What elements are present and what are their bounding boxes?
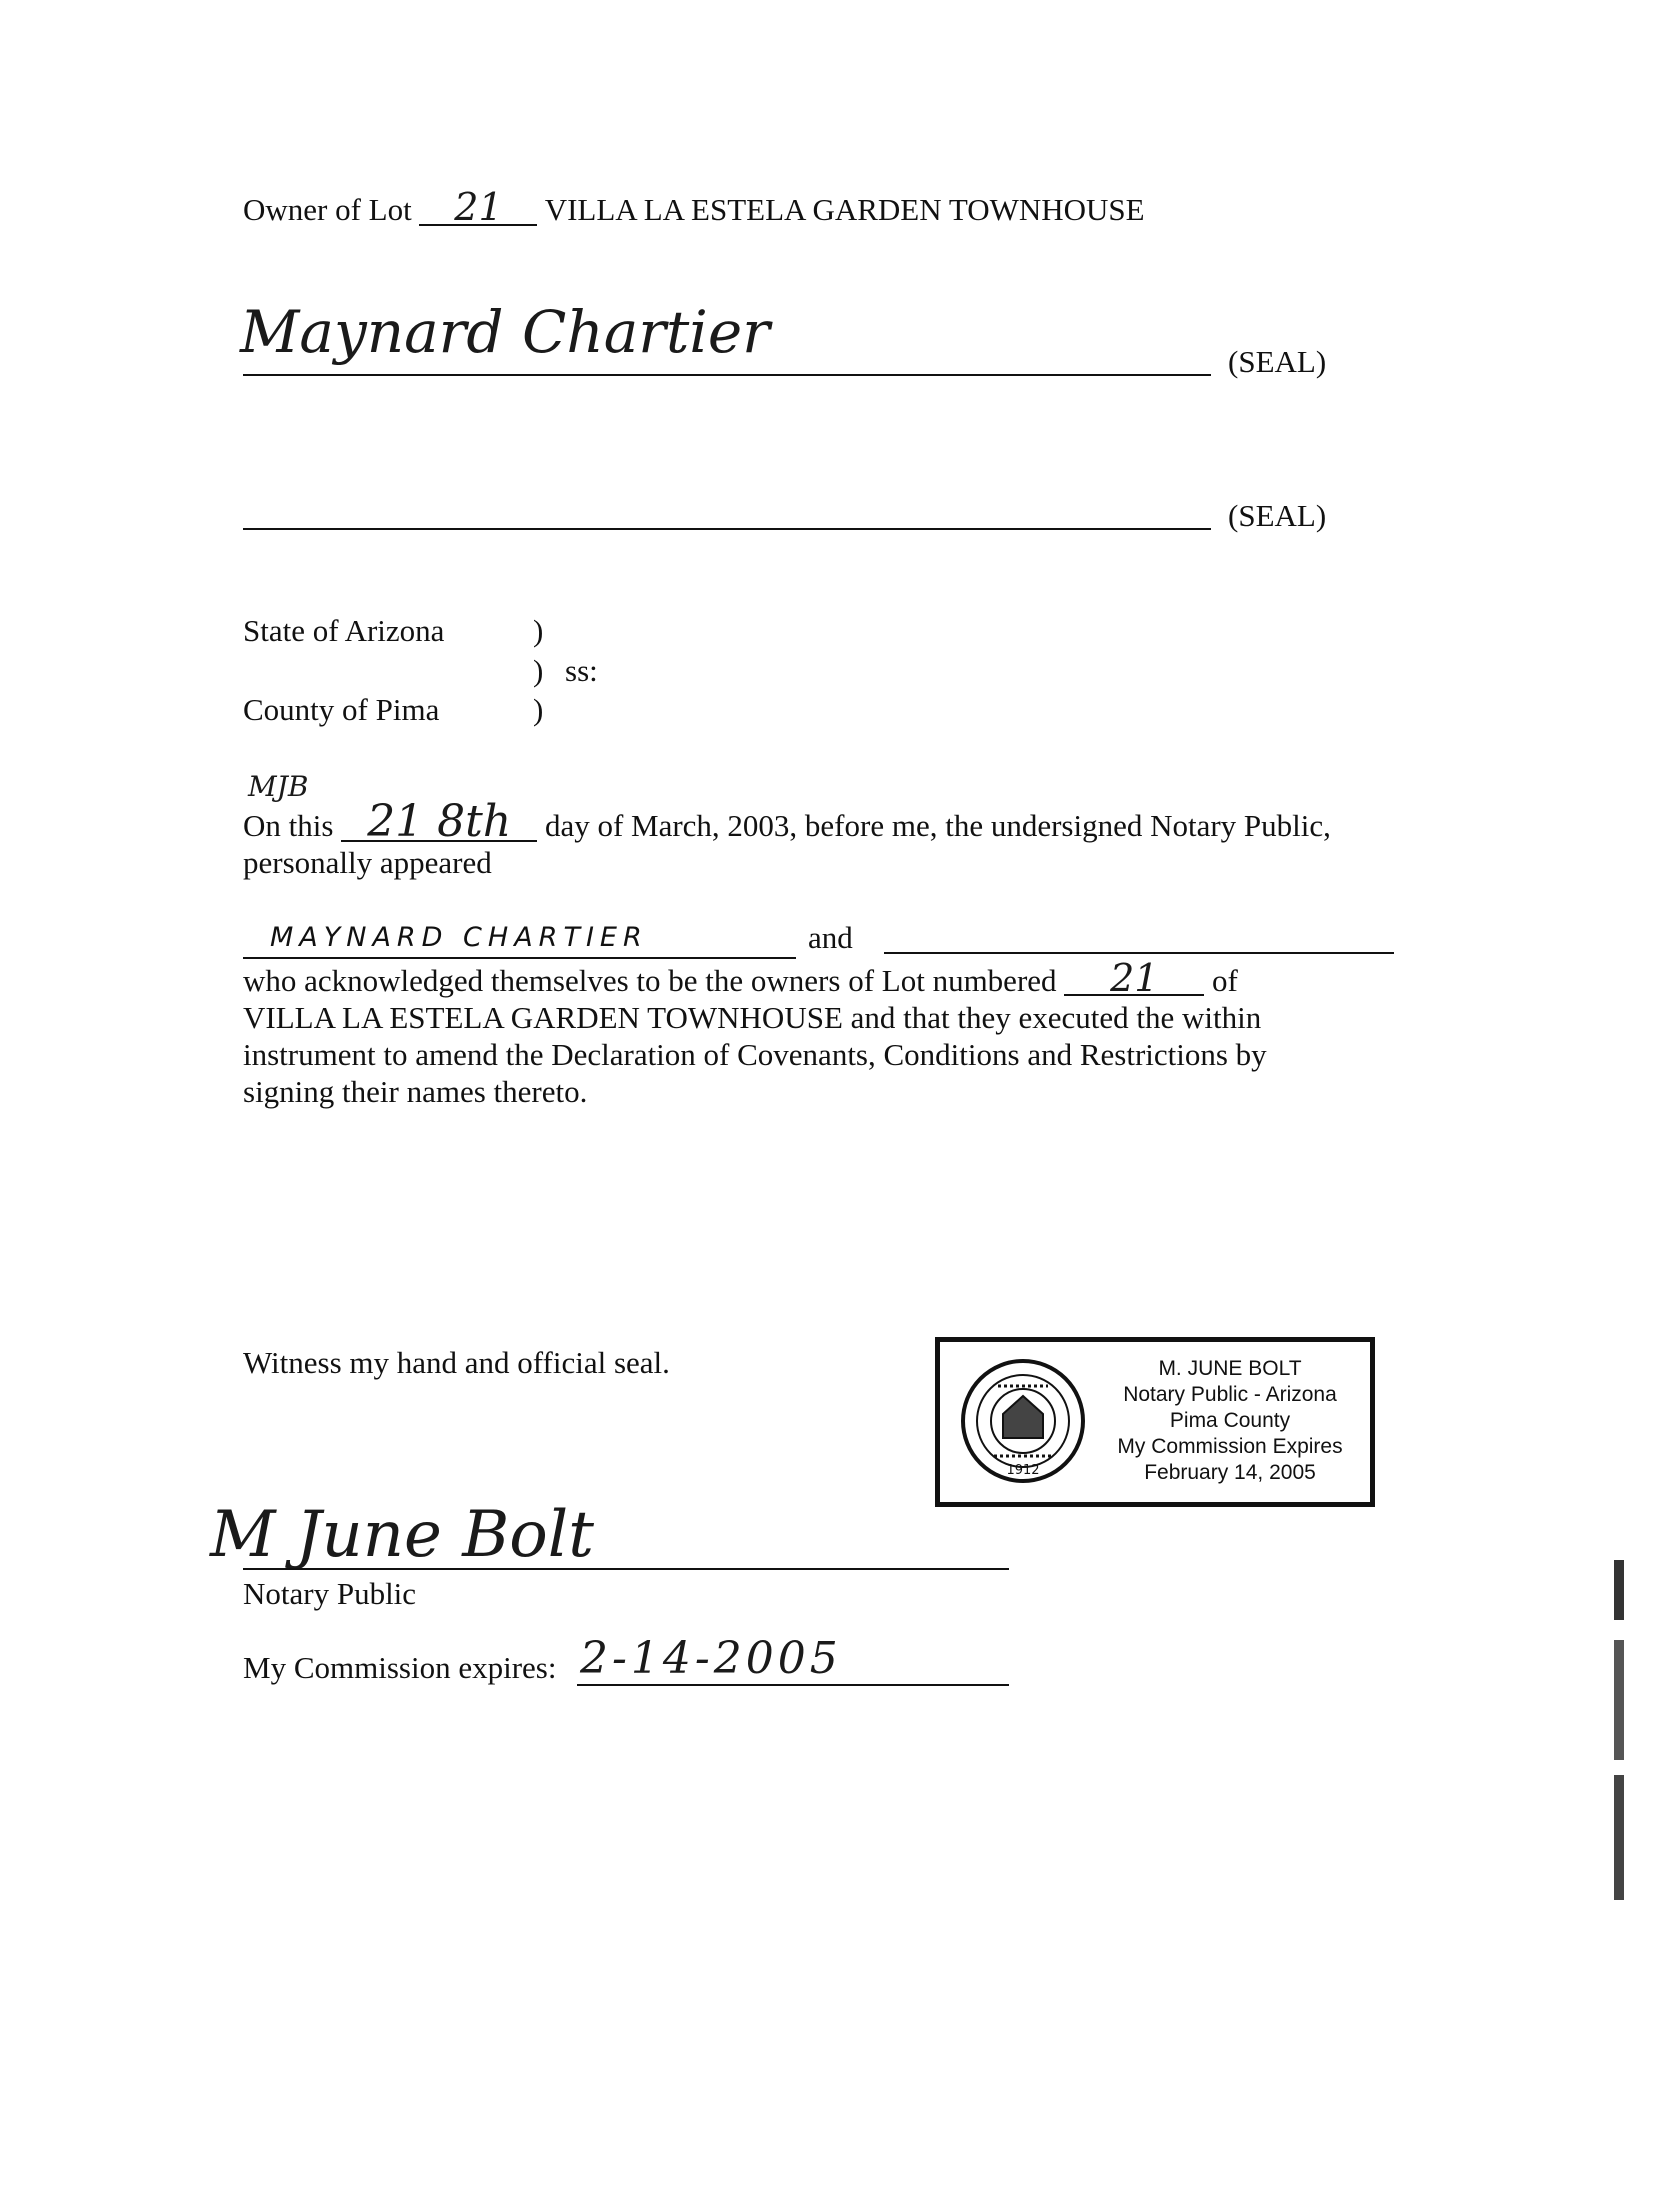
great-seal-icon [958, 1356, 1088, 1486]
venue-paren-2: ) [533, 653, 544, 688]
appeared-name-line [243, 957, 796, 959]
handwritten-initials: MJB [248, 770, 309, 803]
second-name-line [884, 952, 1394, 954]
on-this-label: On this [243, 808, 334, 843]
handwritten-day: 21 8th [341, 804, 537, 842]
notary-stamp [935, 1337, 1375, 1507]
day-line [243, 796, 1331, 847]
ack-body-line-3: instrument to amend the Declaration of Covenants, Conditions and Restrictions by [243, 1037, 1267, 1072]
stamp-notary-name: M. JUNE BOLT [1158, 1357, 1302, 1380]
commission-date-handwritten: 2-14-2005 [580, 1633, 842, 1684]
county-line: County of Pima [243, 692, 440, 727]
signature-line-2 [243, 528, 1211, 530]
and-word: and [808, 920, 853, 955]
venue-paren-3: ) [533, 692, 544, 727]
appeared-name-handwritten: MAYNARD CHARTIER [270, 922, 648, 953]
seal-label-2: (SEAL) [1228, 498, 1327, 533]
commission-label: My Commission expires: [243, 1650, 557, 1685]
stamp-expiry: February 14, 2005 [1144, 1461, 1316, 1484]
handwritten-lot-number: 21 [1064, 962, 1204, 996]
ack-body-line-2: VILLA LA ESTELA GARDEN TOWNHOUSE and that they executed the within [243, 1000, 1262, 1035]
lot-number-handwritten: 21 [419, 190, 537, 226]
notary-signature-line [243, 1568, 1009, 1570]
witness-text: Witness my hand and official seal. [243, 1345, 670, 1380]
stamp-county: Pima County [1169, 1409, 1291, 1432]
day-text: day of March, 2003, before me, the undersigned Notary Public, [544, 808, 1331, 843]
owner-of-lot-label: Owner of Lot [243, 192, 412, 227]
ack-body-line-1-prefix: who acknowledged themselves to be the owners of Lot numbered [243, 963, 1057, 998]
stamp-commission-label: My Commission Expires [1117, 1435, 1343, 1458]
seal-year: 1912 [1006, 1463, 1040, 1478]
signature-line-1 [243, 374, 1211, 376]
seal-label-1: (SEAL) [1228, 344, 1327, 379]
state-line: State of Arizona [243, 613, 445, 648]
stamp-text-block [1090, 1356, 1370, 1486]
owner-of-lot-line [243, 185, 1145, 229]
owner-signature-1: Maynard Chartier [240, 298, 770, 366]
ack-body-line-4: signing their names thereto. [243, 1074, 588, 1109]
notary-public-label: Notary Public [243, 1576, 417, 1611]
development-name: VILLA LA ESTELA GARDEN TOWNHOUSE [544, 192, 1145, 227]
ack-body-line-1-suffix: of [1212, 963, 1238, 998]
ack-body-line-1 [243, 956, 1238, 1000]
venue-ss: ss: [565, 653, 598, 688]
notary-signature: M June Bolt [210, 1498, 594, 1572]
commission-line [243, 1650, 556, 1686]
stamp-notary-title: Notary Public - Arizona [1123, 1383, 1337, 1406]
scan-edge-marks [1608, 1560, 1632, 1900]
personally-appeared: personally appeared [243, 845, 492, 880]
commission-date-line [577, 1684, 1009, 1686]
venue-paren-1: ) [533, 613, 544, 648]
